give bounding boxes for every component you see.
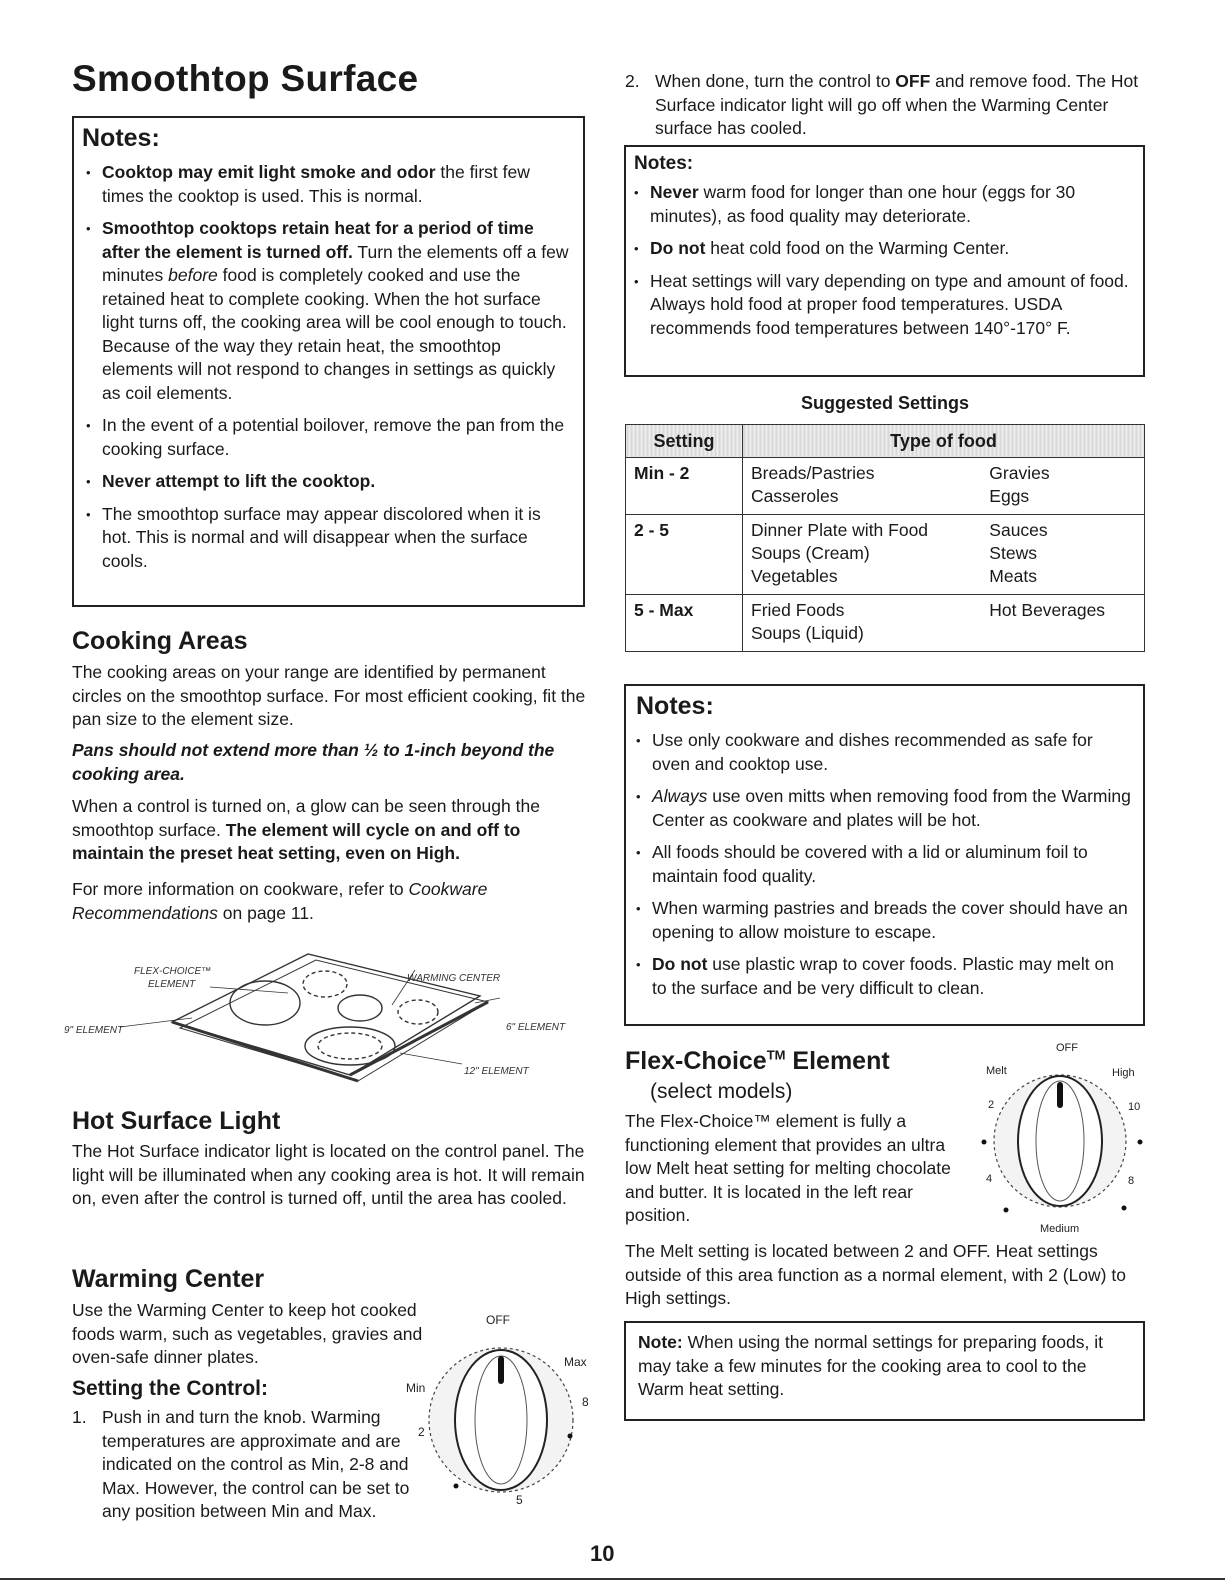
note-item: • Do not use plastic wrap to cover foods. Plastic may melt on to the surface and be very difficult to clean. — [632, 953, 1131, 1000]
table-row: 2 - 5 Dinner Plate with Food Soups (Cream) Vegetables Sauces Stews Meats — [626, 515, 1145, 595]
table-caption: Suggested Settings — [800, 393, 970, 413]
note-item: • Heat settings will vary depending on type and amount of food. Always hold food at proper food temperatures. USDA recommends food temperatures between 140°-170° F. — [630, 270, 1131, 341]
note-item: • Never warm food for longer than one hour (eggs for 30 minutes), as food quality may deteriorate. — [630, 181, 1131, 228]
knob-max-label: Max — [564, 1355, 587, 1369]
flex-choice-label: FLEX-CHOICE™ — [134, 966, 212, 977]
warming-center-label: WARMING CENTER — [407, 973, 501, 984]
note-item: • Do not heat cold food on the Warming Center. — [630, 237, 1131, 261]
note-box-normal-settings — [624, 1321, 1145, 1421]
cooking-areas-glow-text: When a control is turned on, a glow can be seen through the smoothtop surface. The element will cycle on and off to maintain the preset heat setting, even on High. — [72, 796, 540, 863]
twelve-inch-label: 12" ELEMENT — [464, 1066, 529, 1077]
flex-choice-label-2: ELEMENT — [148, 979, 196, 990]
page-number: 10 — [590, 1541, 615, 1566]
suggested-settings-table — [625, 424, 1145, 652]
cooking-areas-heading: Cooking Areas — [72, 627, 248, 655]
note-item: • Never attempt to lift the cooktop. — [82, 470, 569, 494]
note-item: • Cooktop may emit light smoke and odor the first few times the cooktop is used. This is normal. — [82, 161, 569, 208]
hot-surface-heading: Hot Surface Light — [72, 1107, 281, 1135]
bottom-rule — [0, 1578, 1225, 1580]
cooking-areas-warning: Pans should not extend more than ½ to 1-inch beyond the cooking area. — [72, 740, 555, 784]
notes-title: Notes: — [636, 692, 714, 720]
page-title: Smoothtop Surface — [72, 58, 419, 99]
knob-min-label: Min — [406, 1381, 426, 1395]
flex-choice-text: The Flex-Choice™ element is fully a functioning element that provides an ultra low Melt heat setting for melting chocolate and butter. It is located in the left rear position. — [625, 1111, 951, 1225]
six-inch-label: 6" ELEMENT — [506, 1022, 566, 1033]
note-text: Note: When using the normal settings for preparing foods, it may take a few minutes for the cooking area to cool to the Warm heat setting. — [638, 1332, 1103, 1399]
knob-high-label: High — [1112, 1067, 1135, 1079]
cooking-areas-intro: The cooking areas on your range are identified by permanent circles on the smoothtop surface. For most efficient cooking, fit the pan size to the element size. — [72, 662, 586, 729]
knob-off-label: OFF — [1056, 1042, 1078, 1054]
knob-4-label: 4 — [986, 1173, 993, 1185]
warming-center-heading: Warming Center — [72, 1265, 265, 1293]
note-item: • In the event of a potential boilover, remove the pan from the cooking surface. — [82, 414, 569, 461]
table-header-setting: Setting — [626, 425, 743, 458]
step-2-text: When done, turn the control to OFF and remove food. The Hot Surface indicator light will go off when the Warming Center surface has cooled. — [655, 71, 1139, 138]
flex-choice-knob-diagram — [972, 1036, 1152, 1236]
knob-8-label: 8 — [1128, 1175, 1135, 1187]
note-item: • Always use oven mitts when removing food from the Warming Center as cookware and plates will be hot. — [632, 785, 1131, 832]
note-item: • Smoothtop cooktops retain heat for a period of time after the element is turned off. Turn the elements off a few minutes before food is completely cooked and use the retained heat to complete cooking. When the hot surface light turns off, the cooking area will be cool enough to touch. Because of the way they retain heat, the smoothtop elements will not respond to changes in settings as quickly as coil elements. — [82, 217, 569, 405]
knob-8-label: 8 — [582, 1395, 589, 1409]
knob-off-label: OFF — [486, 1313, 510, 1327]
warming-center-text: Use the Warming Center to keep hot cooked foods warm, such as vegetables, gravies and oven-safe dinner plates. — [72, 1300, 423, 1367]
knob-2-label: 2 — [418, 1425, 425, 1439]
note-item: • Use only cookware and dishes recommended as safe for oven and cooktop use. — [632, 729, 1131, 776]
melt-setting-text: The Melt setting is located between 2 and OFF. Heat settings outside of this area function as a normal element, with 2 (Low) to High settings. — [625, 1241, 1126, 1308]
nine-inch-label: 9" ELEMENT — [64, 1025, 124, 1036]
cooking-areas-reference: For more information on cookware, refer to Cookware Recommendations on page 11. — [72, 879, 488, 923]
knob-5-label: 5 — [516, 1493, 523, 1507]
setting-control-heading: Setting the Control: — [72, 1377, 268, 1400]
table-row: 5 - Max Fried Foods Soups (Liquid) Hot Beverages — [626, 595, 1145, 652]
flex-choice-subheading: (select models) — [650, 1080, 793, 1103]
knob-2-label: 2 — [988, 1099, 995, 1111]
notes-title: Notes: — [82, 124, 160, 152]
notes-box-cooktop — [72, 116, 585, 607]
step-1-text: Push in and turn the knob. Warming temperatures are approximate and are indicated on the control as Min, 2-8 and Max. However, the control can be set to any position between Min and Max. — [102, 1407, 410, 1521]
warming-knob-diagram — [396, 1308, 606, 1508]
knob-medium-label: Medium — [1040, 1223, 1080, 1235]
table-header-food: Type of food — [743, 425, 1145, 458]
notes-title: Notes: — [634, 153, 694, 174]
note-item: • The smoothtop surface may appear discolored when it is hot. This is normal and will disappear when the surface cools. — [82, 503, 569, 574]
step-number: 1. — [72, 1407, 87, 1427]
notes-box-food-safety — [624, 684, 1145, 1026]
knob-melt-label: Melt — [986, 1065, 1007, 1077]
step-number: 2. — [625, 71, 640, 91]
note-item: • All foods should be covered with a lid or aluminum foil to maintain food quality. — [632, 841, 1131, 888]
flex-choice-heading: Flex-Choice™ Element — [625, 1047, 890, 1075]
knob-10-label: 10 — [1128, 1101, 1141, 1113]
notes-box-warming — [624, 145, 1145, 377]
table-row: Min - 2 Breads/Pastries Casseroles Gravies Eggs — [626, 458, 1145, 515]
note-item: • When warming pastries and breads the cover should have an opening to allow moisture to escape. — [632, 897, 1131, 944]
hot-surface-text: The Hot Surface indicator light is located on the control panel. The light will be illuminated when any cooking area is hot. It will remain on, even after the control is turned off, until the area has cooled. — [72, 1141, 585, 1208]
